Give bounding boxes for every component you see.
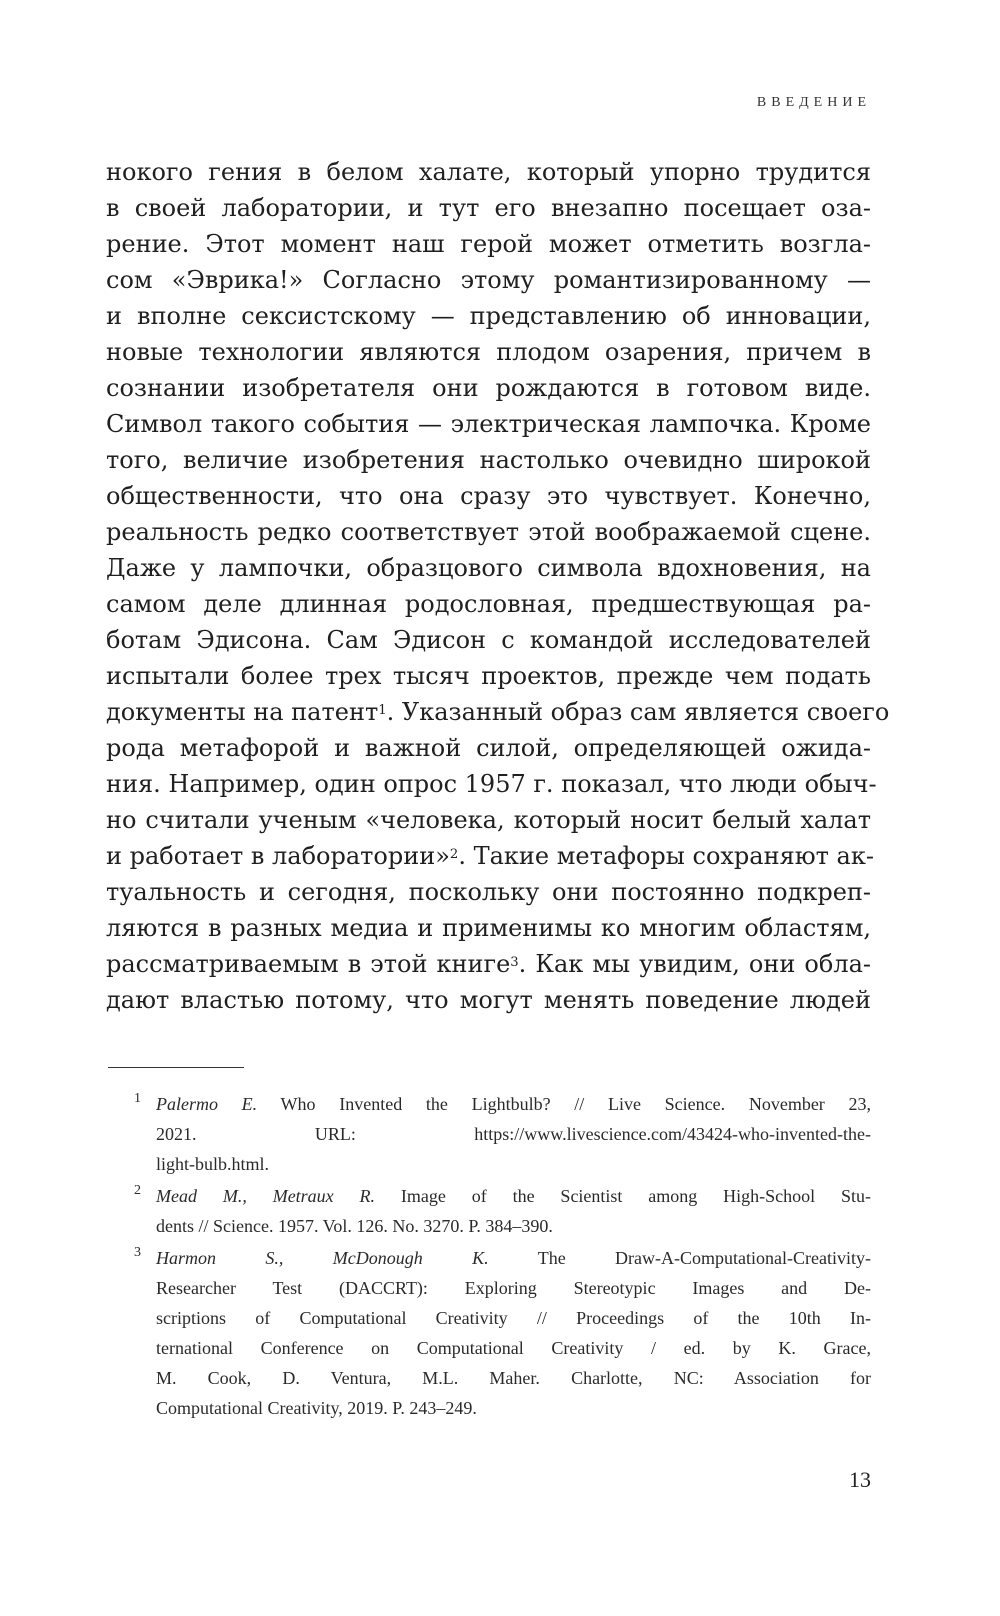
text-line: реальность редко соответствует этой воображаемой сцене. xyxy=(106,518,871,546)
running-head: ВВЕДЕНИЕ xyxy=(756,95,871,110)
footnote-text: Image of the Scientist among High-School Stu- xyxy=(375,1186,871,1206)
footnote-line xyxy=(156,1181,871,1211)
text-line: и вполне сексистскому — представлению об инновации, xyxy=(106,302,871,330)
text-segment: . Указанный образ сам является своего xyxy=(386,698,890,726)
footnote-ref-1[interactable]: 1 xyxy=(378,703,387,719)
text-line xyxy=(106,694,890,730)
text-line: нокого гения в белом халате, который упорно трудится xyxy=(106,158,871,186)
text-line: сознании изобретателя они рождаются в готовом виде. xyxy=(106,374,871,402)
text-line: ботам Эдисона. Сам Эдисон с командой исследователей xyxy=(106,626,871,654)
footnote-line[interactable]: 2021. URL: https://www.livescience.com/43424-who-invented-the- xyxy=(156,1124,871,1144)
text-line: общественности, что она сразу это чувствует. Конечно, xyxy=(106,482,871,510)
footnote-line: M. Cook, D. Ventura, M.L. Maher. Charlotte, NC: Association for xyxy=(156,1368,871,1388)
footnote-line: Researcher Test (DACCRT): Exploring Stereotypic Images and De- xyxy=(156,1278,871,1298)
text-line: но считали ученым «человека, который носит белый халат xyxy=(106,806,871,834)
footnote-ref-2[interactable]: 2 xyxy=(449,847,459,863)
footnote-author: Harmon S., McDonough K. xyxy=(156,1248,489,1268)
text-segment: рассматриваемым в этой книге xyxy=(106,950,511,978)
text-segment: . Такие метафоры сохраняют ак- xyxy=(458,842,874,870)
text-segment: . Как мы увидим, они обла- xyxy=(518,950,871,978)
footnote-line[interactable]: light-bulb.html. xyxy=(156,1154,270,1174)
footnote-line: scriptions of Computational Creativity // Proceedings of the 10th In- xyxy=(156,1308,871,1328)
footnote-2 xyxy=(108,1181,871,1241)
text-line: дают властью потому, что могут менять поведение людей xyxy=(106,986,871,1014)
footnote-author: Mead M., Metraux R. xyxy=(156,1186,376,1206)
footnote-ref-3[interactable]: 3 xyxy=(510,955,519,971)
text-line xyxy=(106,946,871,982)
text-segment: и работает в лаборатории» xyxy=(106,842,450,870)
footnote-line: ternational Conference on Computational Creativity / ed. by K. Grace, xyxy=(156,1338,871,1358)
footnote-line: Computational Creativity, 2019. P. 243–249. xyxy=(156,1398,477,1418)
text-line: самом деле длинная родословная, предшествующая ра- xyxy=(106,590,871,618)
text-line: испытали более трех тысяч проектов, прежде чем подать xyxy=(106,662,871,690)
text-line xyxy=(106,838,874,874)
footnote-text: Who Invented the Lightbulb? // Live Science. November 23, xyxy=(257,1094,872,1114)
text-line: Даже у лампочки, образцового символа вдохновения, на xyxy=(106,554,871,582)
footnotes xyxy=(108,1089,871,1425)
page-number: 13 xyxy=(849,1467,871,1492)
footnote-line xyxy=(156,1243,871,1273)
text-line: сом «Эврика!» Согласно этому романтизированному — xyxy=(106,266,871,294)
footnote-text: The Draw-A-Computational-Creativity- xyxy=(488,1248,871,1268)
text-line: туальность и сегодня, поскольку они постоянно подкреп- xyxy=(106,878,871,906)
text-line: ния. Например, один опрос 1957 г. показал, что люди обыч- xyxy=(106,770,877,798)
footnote-author: Palermo E. xyxy=(156,1094,258,1114)
footnote-line xyxy=(156,1089,871,1119)
text-line: в своей лаборатории, и тут его внезапно посещает оза- xyxy=(106,194,871,222)
text-line: новые технологии являются плодом озарения, причем в xyxy=(106,338,871,366)
text-line: рение. Этот момент наш герой может отметить возгла- xyxy=(106,230,871,258)
text-segment: документы на патент xyxy=(106,698,379,726)
footnote-1 xyxy=(108,1089,871,1179)
footnote-divider xyxy=(108,1067,244,1068)
footnote-number: 1 xyxy=(134,1091,141,1106)
text-line: ляются в разных медиа и применимы ко многим областям, xyxy=(106,914,871,942)
body-text xyxy=(106,154,890,1018)
footnote-number: 2 xyxy=(134,1183,141,1198)
footnote-number: 3 xyxy=(134,1245,141,1260)
text-line: рода метафорой и важной силой, определяющей ожида- xyxy=(106,734,871,762)
footnote-line: dents // Science. 1957. Vol. 126. No. 3270. P. 384–390. xyxy=(156,1216,553,1236)
footnote-3 xyxy=(108,1243,871,1423)
text-line: того, величие изобретения настолько очевидно широкой xyxy=(106,446,871,474)
text-line: Символ такого события — электрическая лампочка. Кроме xyxy=(106,410,871,438)
